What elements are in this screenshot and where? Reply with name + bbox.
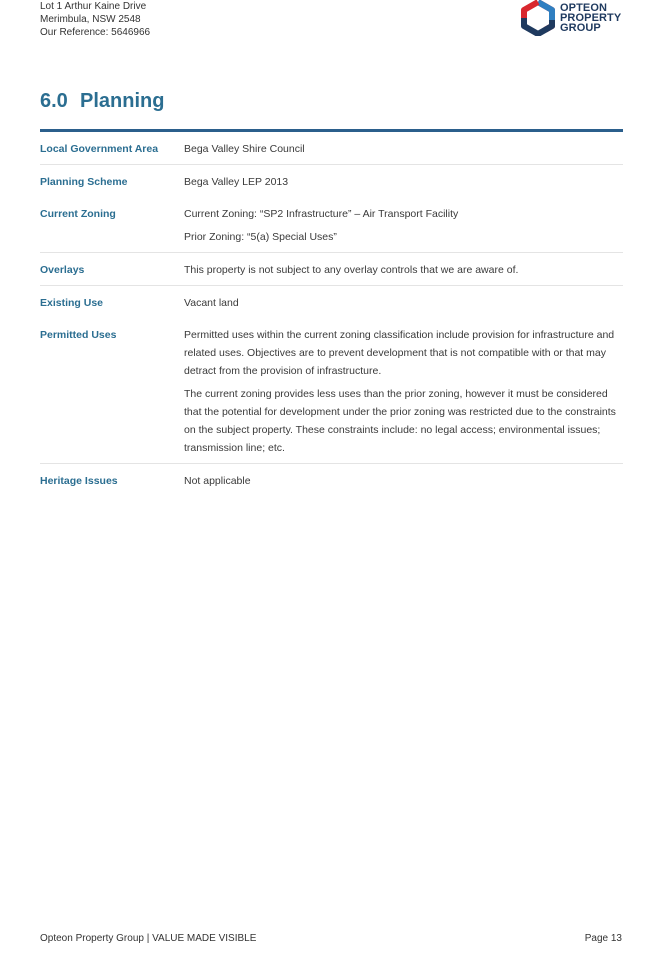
logo-line-2: PROPERTY [560,12,622,24]
logo-line-1: OPTEON [560,2,608,14]
row-label: Existing Use [40,297,104,309]
hexagon-logo-icon [520,0,556,36]
logo-text [560,3,621,33]
row-value [184,326,623,457]
row-paragraph: Prior Zoning: “5(a) Special Uses” [184,231,337,243]
table-row [40,165,623,197]
row-value [184,173,623,191]
row-label: Local Government Area [40,143,159,155]
row-value [184,205,623,246]
row-paragraph: The current zoning provides less uses than the prior zoning, however it must be considered that the potential for development under the prior zoning was restricted due to the constraints on the subject property. These constraints include: no legal access; environmental issues; transmission line; etc. [184,388,616,454]
page-title [40,90,164,113]
row-label: Permitted Uses [40,329,117,341]
table-row [40,318,623,464]
row-value [184,261,623,279]
table-row [40,253,623,286]
row-paragraph: Bega Valley Shire Council [184,143,305,155]
footer-brand: Opteon Property Group | VALUE MADE VISIBLE [40,933,257,944]
row-paragraph: Vacant land [184,297,239,309]
table-row [40,132,623,165]
address-line-2: Merimbula, NSW 2548 [40,14,141,25]
address-line-1: Lot 1 Arthur Kaine Drive [40,1,147,12]
row-label: Heritage Issues [40,475,118,487]
row-paragraph: Current Zoning: “SP2 Infrastructure” – Air Transport Facility [184,208,459,220]
logo-line-3: GROUP [560,22,601,34]
section-title: Planning [80,90,165,112]
planning-table [40,132,623,496]
page-number: Page 13 [584,933,622,944]
row-value [184,140,623,158]
row-label: Overlays [40,264,85,276]
row-paragraph: Permitted uses within the current zoning classification include provision for infrastructure and related uses. Objectives are to prevent development that is not compatible with or that may detract from the provision of infrastructure. [184,329,615,377]
section-number: 6.0 [40,90,68,112]
row-paragraph: Bega Valley LEP 2013 [184,176,289,188]
row-paragraph: Not applicable [184,475,251,487]
table-row [40,197,623,253]
row-value [184,472,623,490]
opteon-logo [520,0,621,36]
table-row [40,286,623,318]
row-paragraph: This property is not subject to any overlay controls that we are aware of. [184,264,519,276]
reference-number: Our Reference: 5646966 [40,27,151,38]
row-label: Planning Scheme [40,176,128,188]
row-label: Current Zoning [40,208,116,220]
row-value [184,294,623,312]
table-row [40,464,623,496]
header-address [40,0,150,39]
